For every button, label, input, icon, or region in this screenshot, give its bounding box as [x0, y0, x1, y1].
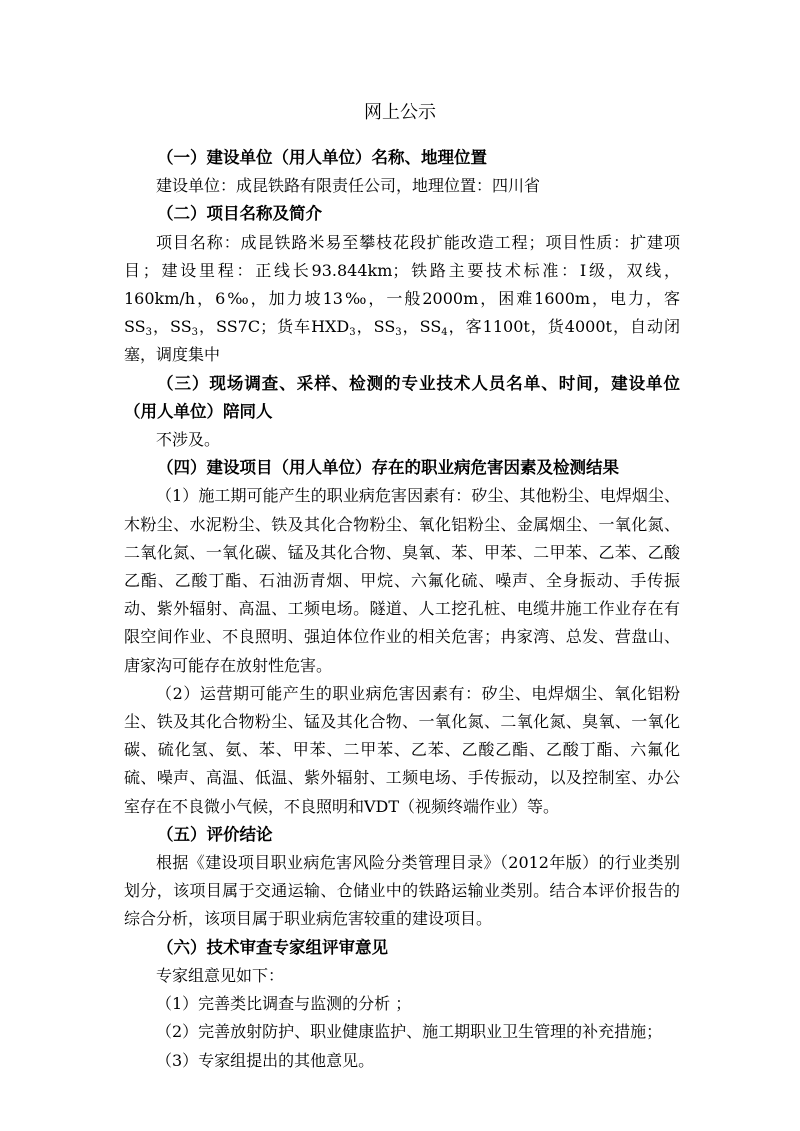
- section-3-heading: （三）现场调查、采样、检测的专业技术人员名单、时间，建设单位（用人单位）陪同人: [124, 373, 680, 421]
- section-4-heading: （四）建设项目（用人单位）存在的职业病危害因素及检测结果: [157, 458, 619, 478]
- section-1-heading: （一）建设单位（用人单位）名称、地理位置: [157, 148, 487, 167]
- section-4-paragraph-1: （1）施工期可能产生的职业病危害因素有：矽尘、其他粉尘、电焊烟尘、木粉尘、水泥粉尘、铁及其化合物粉尘、氧化铝粉尘、金属烟尘、一氧化氮、二氧化氮、一氧化碳、锰及其化合物、臭氧、苯、甲苯、二甲苯、乙苯、乙酸乙酯、乙酸丁酯、石油沥青烟、甲烷、六氟化硫、噪声、全身振动、手传振动、紫外辐射、高温、工频电场。隧道、人工挖孔桩、电缆井施工作业存在有限空间作业、不良照明、强迫体位作业的相关危害；冉家湾、总发、营盘山、唐家沟可能存在放射性危害。: [124, 486, 680, 675]
- section-5-paragraph-1: 根据《建设项目职业病危害风险分类管理目录》（2012年版）的行业类别划分，该项目属于交通运输、仓储业中的铁路运输业类别。结合本评价报告的综合分析，该项目属于职业病危害较重的建设项目。: [124, 853, 680, 929]
- section-6-item-2: （2）完善放射防护、职业健康监护、施工期职业卫生管理的补充措施；: [156, 1022, 663, 1042]
- section-6-item-3: （3）专家组提出的其他意见。: [156, 1050, 375, 1070]
- section-6-heading: （六）技术审查专家组评审意见: [157, 937, 388, 957]
- section-4-paragraph-2: （2）运营期可能产生的职业病危害因素有：矽尘、电焊烟尘、氧化铝粉尘、铁及其化合物粉尘、锰及其化合物、一氧化氮、二氧化氮、臭氧、一氧化碳、硫化氢、氨、苯、甲苯、二甲苯、乙苯、乙酸乙酯、乙酸丁酯、六氟化硫、噪声、高温、低温、紫外辐射、工频电场、手传振动，以及控制室、办公室存在不良微小气候，不良照明和VDT（视频终端作业）等。: [124, 683, 680, 816]
- section-3-paragraph-1: 不涉及。: [156, 430, 221, 450]
- document-title: 网上公示: [364, 102, 436, 123]
- section-6-item-1: （1）完善类比调查与监测的分析 ；: [156, 994, 412, 1014]
- section-5-heading: （五）评价结论: [157, 824, 273, 844]
- document-body: [124, 144, 680, 1075]
- section-2-heading: （二）项目名称及简介: [157, 204, 322, 224]
- section-6-paragraph-1: 专家组意见如下：: [156, 965, 285, 985]
- section-1-paragraph-1: 建设单位：成昆铁路有限责任公司，地理位置：四川省: [156, 176, 541, 196]
- section-2-paragraph-1: 项目名称：成昆铁路米易至攀枝花段扩能改造工程；项目性质：扩建项目；建设里程：正线长93.844km；铁路主要技术标准：Ⅰ级，双线，160km/h，6‰，加力坡13‰，一般2000m，困难1600m，电力，客$SS_3$，$SS_3$，SS7C；货车$HXD_3$，$SS_3$，$SS_4$，客1100t，货4000t，自动闭塞，调度集中: [124, 232, 680, 365]
